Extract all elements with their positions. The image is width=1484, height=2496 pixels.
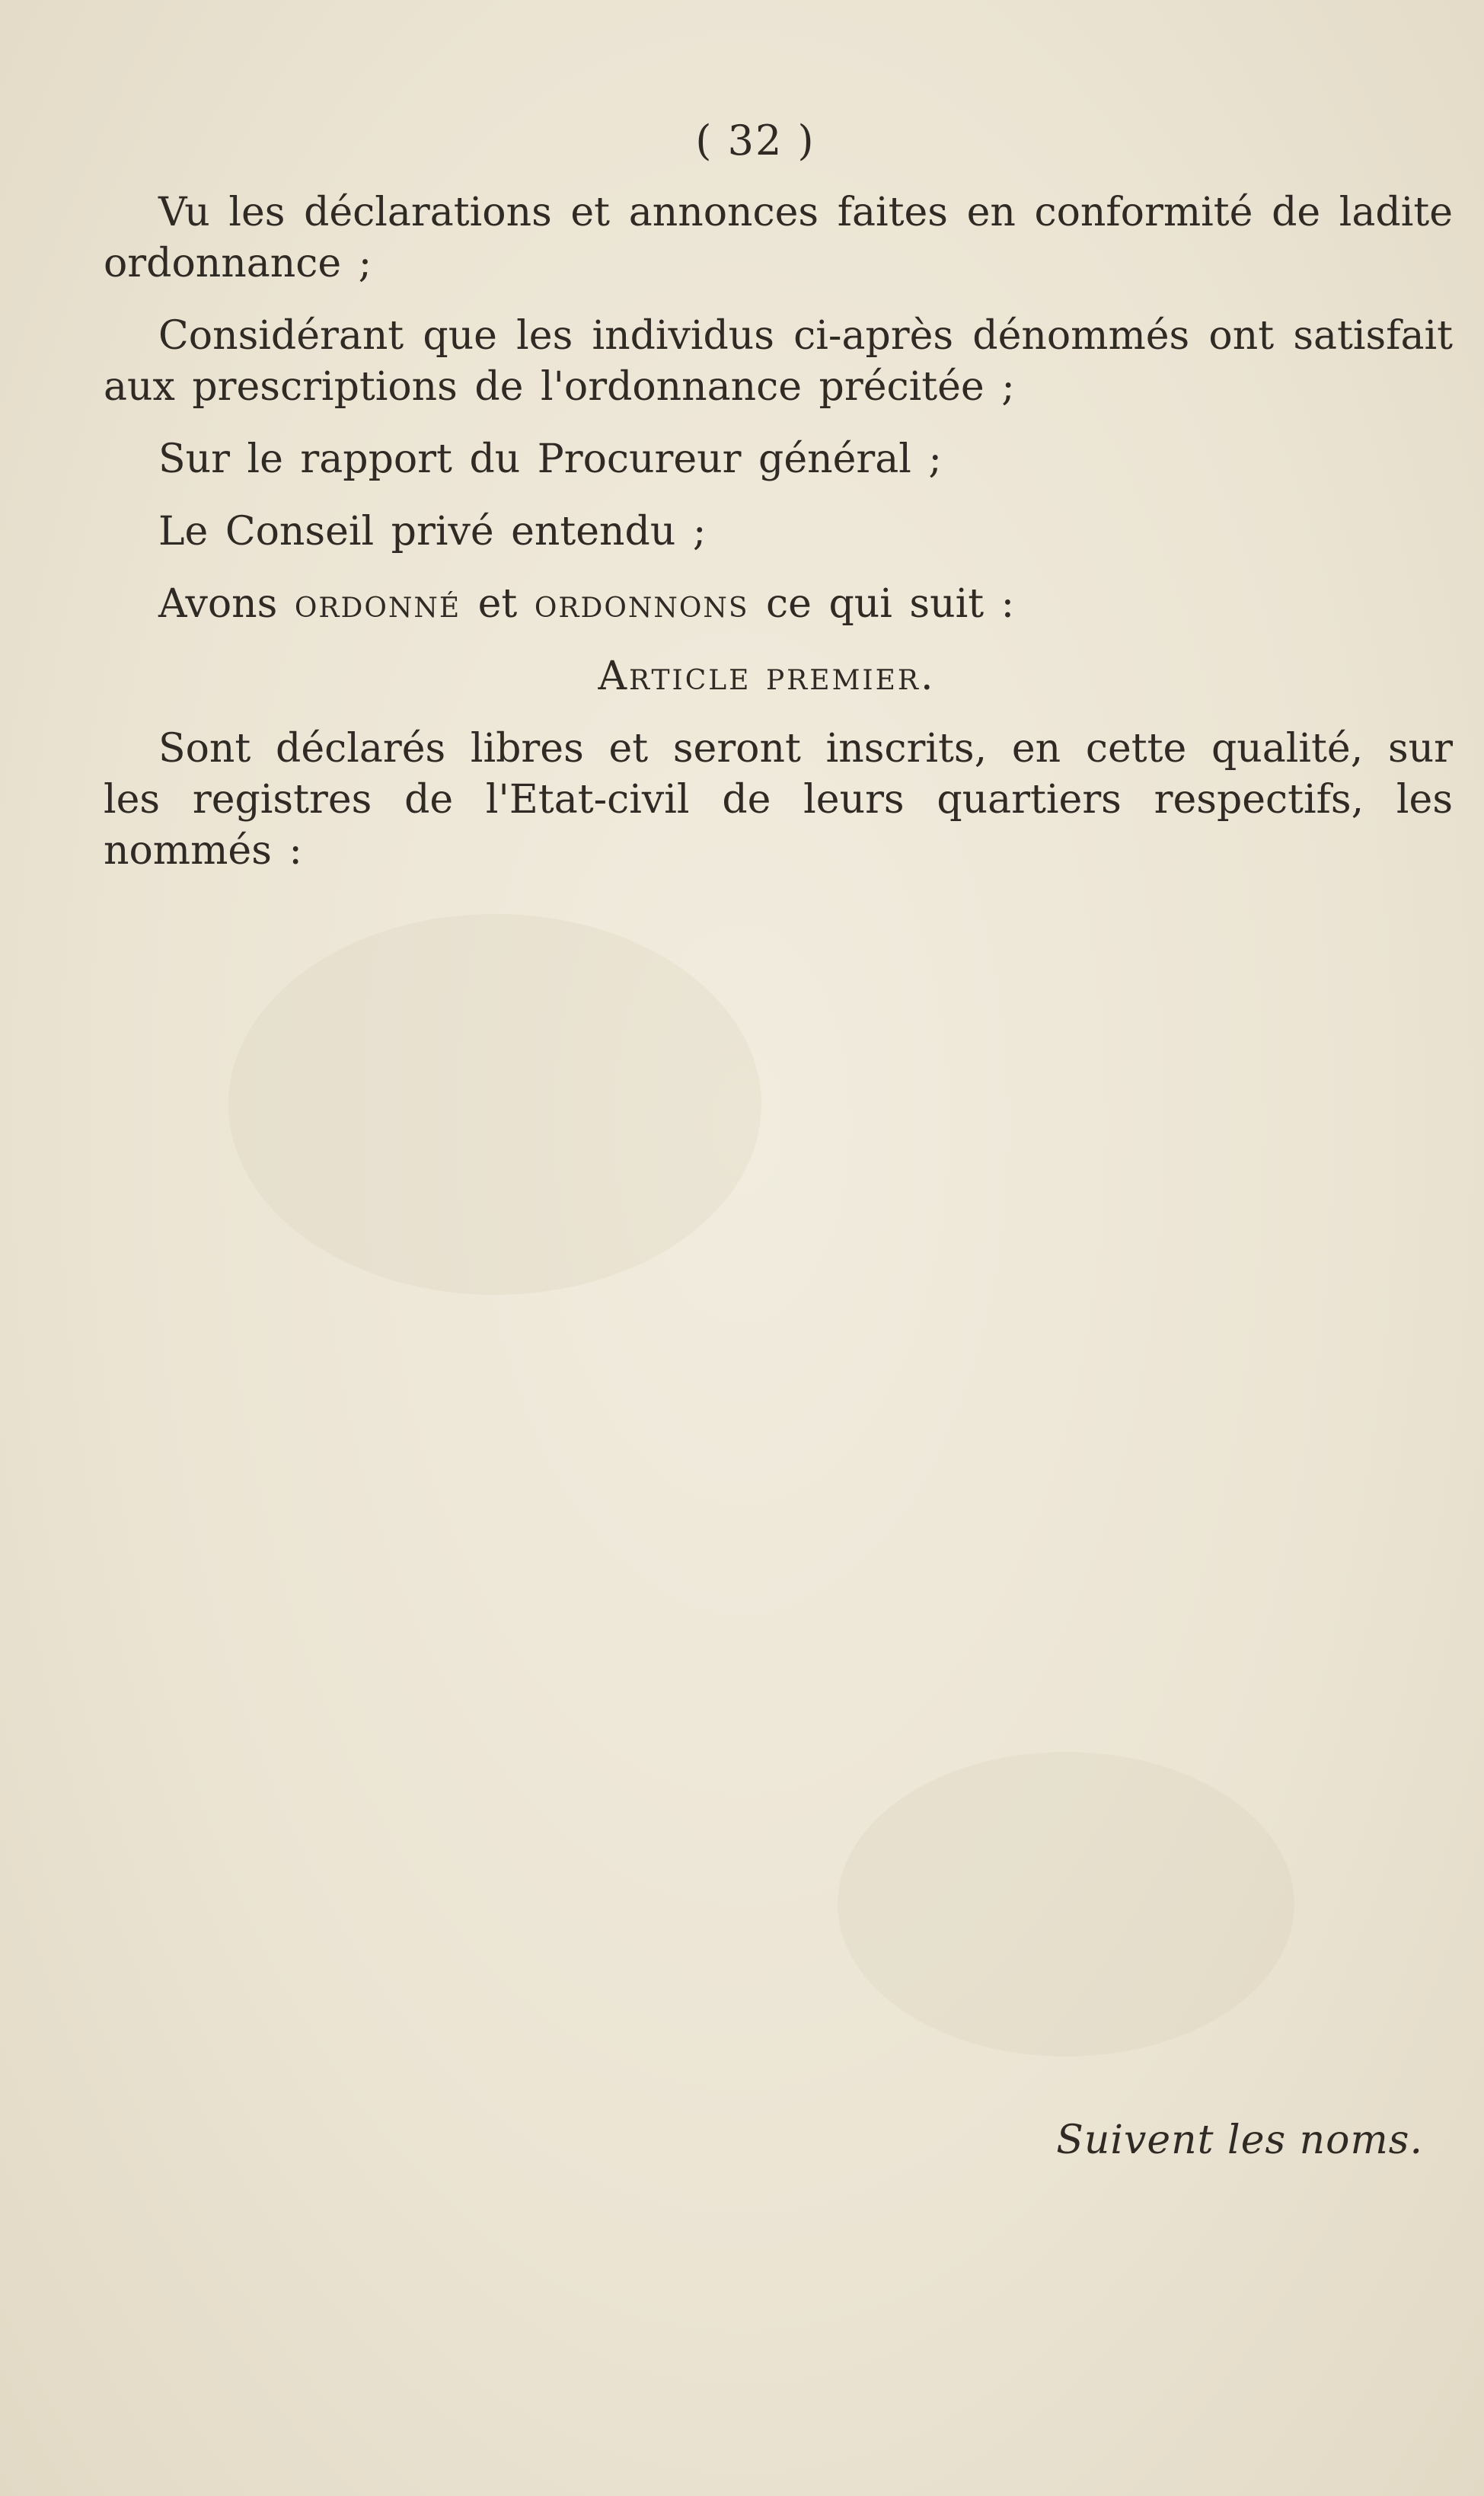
paper-stain: [228, 914, 761, 1295]
article-heading: Article premier.: [598, 654, 936, 699]
order-text-after: ce qui suit :: [748, 581, 1015, 627]
order-emphasis-ordonne: ordonné: [294, 581, 461, 627]
order-text-middle: et: [461, 581, 535, 627]
page-number: ( 32 ): [695, 117, 815, 165]
paragraph-ordonnons: [104, 579, 1453, 630]
paper-stain: [838, 1752, 1294, 2057]
closing-note: Suivent les noms.: [1056, 2117, 1423, 2163]
article-text: Sont déclarés libres et seront inscrits, en cette qualité, sur les registres de l'Etat-civil de leurs quartiers respectifs, les nommés :: [104, 726, 1453, 874]
order-text-before: Avons: [158, 581, 295, 627]
document-body: [104, 114, 1453, 898]
paragraph-considerant: Considérant que les individus ci-après dénommés ont satisfait aux prescriptions de l'ordonnance précitée ;: [104, 313, 1453, 410]
paragraph-rapport: Sur le rapport du Procureur général ;: [158, 436, 942, 482]
paragraph-conseil: Le Conseil privé entendu ;: [158, 509, 707, 554]
paragraph-vu: Vu les déclarations et annonces faites en conformité de ladite ordonnance ;: [104, 190, 1453, 286]
order-emphasis-ordonnons: ordonnons: [534, 581, 749, 627]
